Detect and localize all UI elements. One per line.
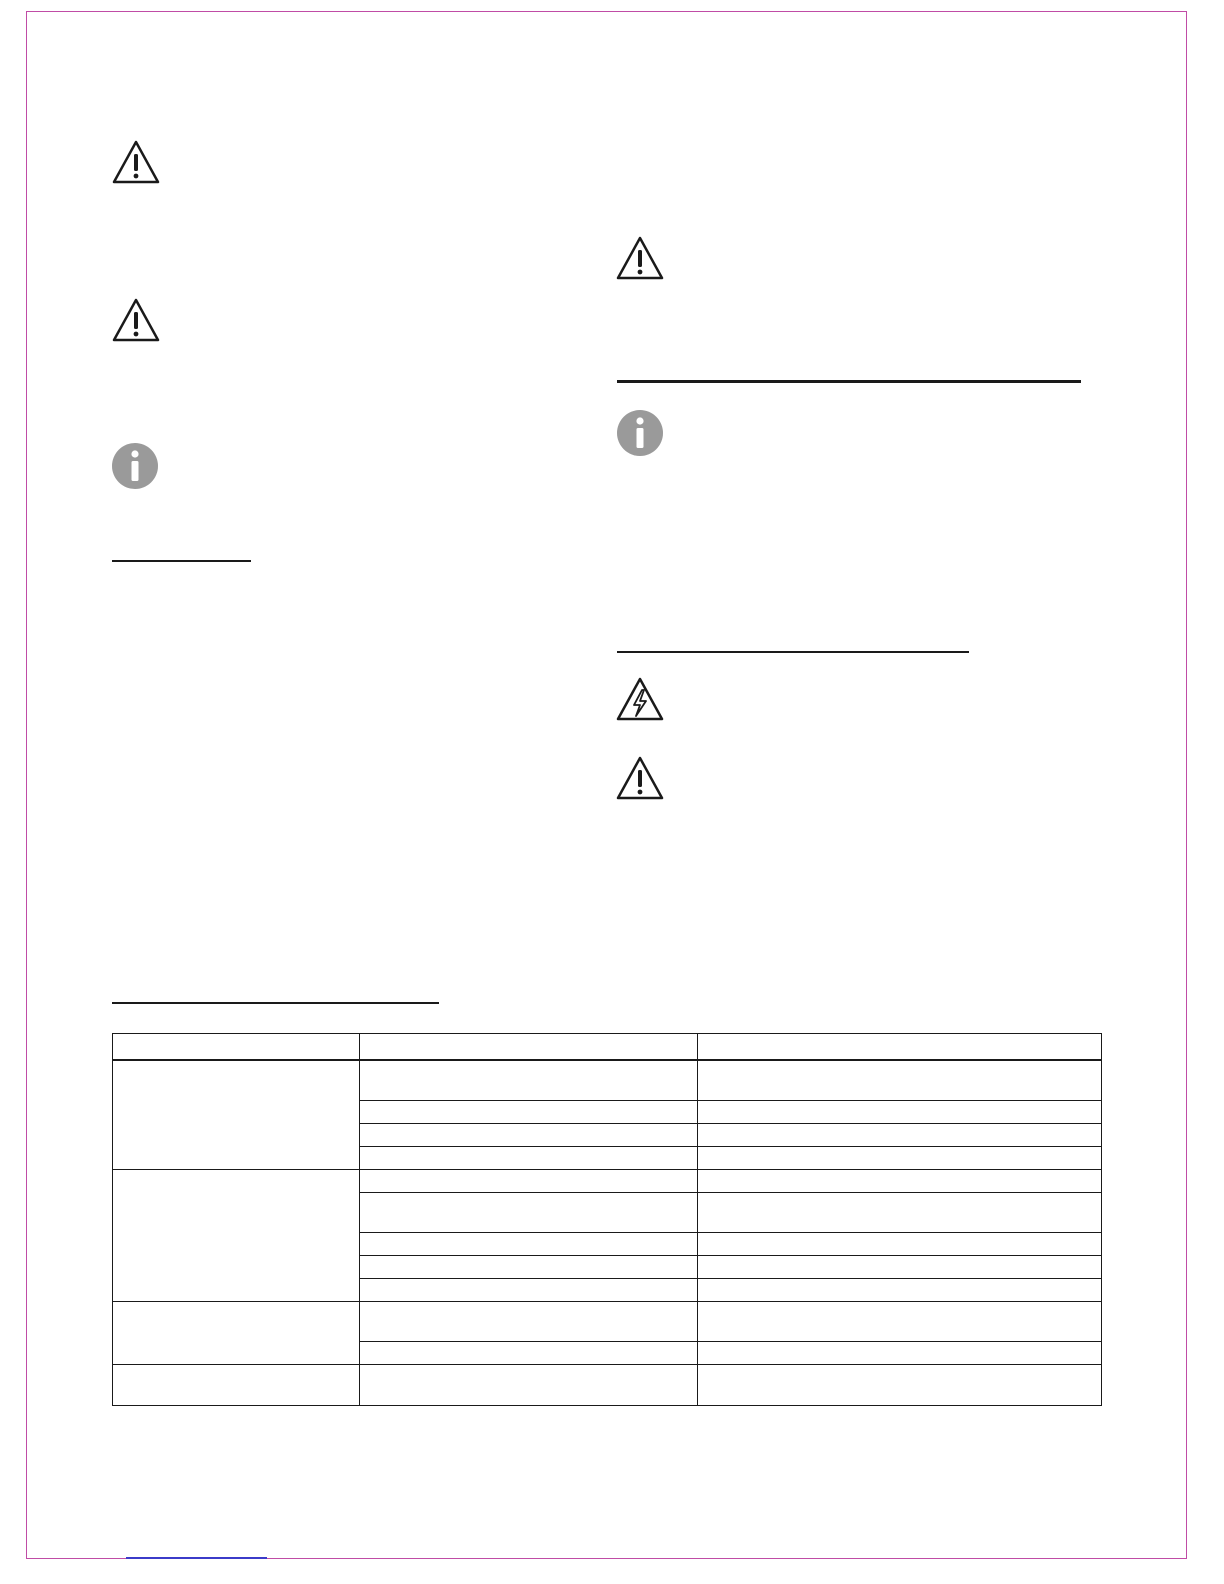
table-cell xyxy=(360,1342,698,1365)
table-cell xyxy=(360,1233,698,1256)
table-cell xyxy=(360,1101,698,1124)
table-row xyxy=(113,1060,1102,1101)
table-cell xyxy=(698,1279,1102,1302)
troubleshooting-table xyxy=(112,1033,1102,1406)
table-cell xyxy=(698,1170,1102,1193)
table-cell xyxy=(360,1279,698,1302)
table-cell xyxy=(360,1365,698,1406)
section-rule xyxy=(617,651,969,653)
table-cell xyxy=(360,1256,698,1279)
table-cell xyxy=(360,1124,698,1147)
table-cell xyxy=(698,1147,1102,1170)
table-row xyxy=(113,1170,1102,1193)
section-rule xyxy=(617,380,1081,383)
table-cell xyxy=(698,1124,1102,1147)
info-circle-icon xyxy=(111,442,161,490)
table-row xyxy=(113,1365,1102,1406)
table-cell xyxy=(698,1060,1102,1101)
table-cell xyxy=(698,1365,1102,1406)
table-row xyxy=(113,1302,1102,1342)
table-cell xyxy=(113,1365,360,1406)
table-header-cell xyxy=(360,1034,698,1061)
electric-hazard-icon xyxy=(615,676,665,724)
table-cell xyxy=(360,1193,698,1233)
table-cell xyxy=(360,1170,698,1193)
table-cell xyxy=(698,1342,1102,1365)
warning-triangle-icon xyxy=(615,235,665,283)
table-cell xyxy=(698,1302,1102,1342)
table-cell xyxy=(113,1302,360,1365)
table-cell xyxy=(113,1170,360,1302)
table-header-row xyxy=(113,1034,1102,1061)
section-rule xyxy=(112,560,251,562)
info-circle-icon xyxy=(615,409,665,457)
footer-mark xyxy=(126,1557,267,1559)
table-cell xyxy=(360,1302,698,1342)
table-cell xyxy=(698,1256,1102,1279)
table-cell xyxy=(360,1060,698,1101)
table-cell xyxy=(698,1193,1102,1233)
table-cell xyxy=(113,1060,360,1170)
warning-triangle-icon xyxy=(615,755,665,803)
table-cell xyxy=(698,1101,1102,1124)
table-header-cell xyxy=(113,1034,360,1061)
table-cell xyxy=(360,1147,698,1170)
section-rule xyxy=(112,1002,439,1004)
warning-triangle-icon xyxy=(111,139,161,187)
table-cell xyxy=(698,1233,1102,1256)
warning-triangle-icon xyxy=(111,297,161,345)
table-header-cell xyxy=(698,1034,1102,1061)
